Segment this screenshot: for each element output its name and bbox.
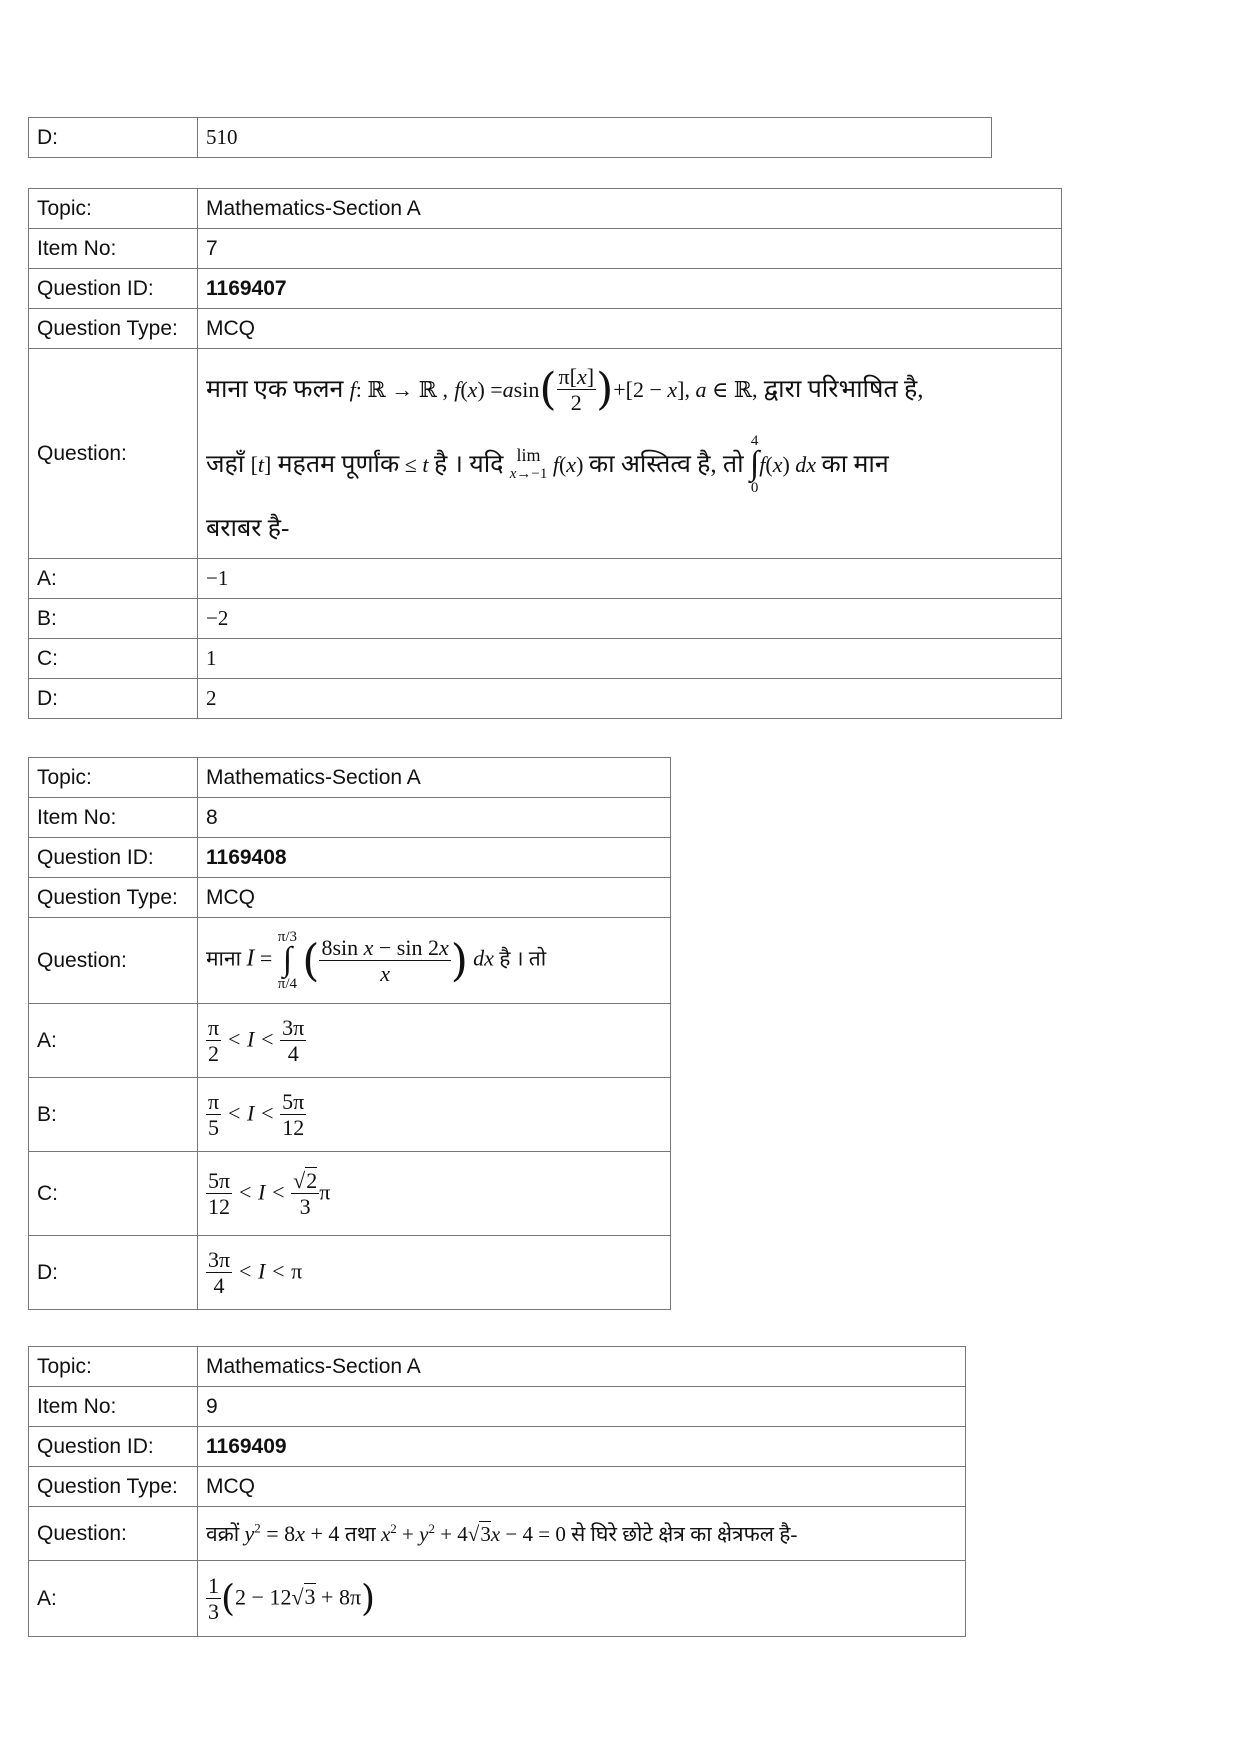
topic-value: Mathematics-Section A [198, 189, 1062, 229]
question-id-value: 1169409 [198, 1427, 966, 1467]
topic-label: Topic: [29, 758, 198, 798]
option-label: A: [29, 1004, 198, 1078]
option-label: B: [29, 1078, 198, 1152]
question-text: माना एक फलन [206, 375, 344, 403]
question-type-value: MCQ [198, 309, 1062, 349]
option-value: $\frac{3\pi}{4}$ < I < π [198, 1236, 671, 1310]
question-type-label: Question Type: [29, 1467, 198, 1507]
topic-value: Mathematics-Section A [198, 1347, 966, 1387]
option-label: B: [29, 599, 198, 639]
question-text: माना [206, 946, 242, 971]
option-value: $\frac{\pi}{2}$ < I < $\frac{3\pi}{4}$ [198, 1004, 671, 1078]
question-text: है । यदि [433, 450, 504, 478]
question-text: जहाँ [206, 450, 245, 478]
question-body: वक्रों $y^2 = 8x + 4$ तथा $x^2 + y^2 + 4√3x - 4 = 0$ से घिरे छोटे क्षेत्र का क्षेत्रफल है- [198, 1507, 966, 1561]
question-type-value: MCQ [198, 878, 671, 918]
option-value: 510 [198, 118, 992, 158]
question-body: माना एक फलन f : ℝ → ℝ , f ( x ) = a sin ( $\frac{\pi[x]}{2}$ ) +[2 − x], a ∈ ℝ, द्वारा परिभाषित है, जहाँ [t] महतम पूर्णांक ≤ t है । यदि lim x→−1 f(x) का अस्तित्व है, तो 4 ∫ 0 f(x) dx का मान बराबर है- [198, 349, 1062, 559]
question-table-7 [28, 188, 1062, 719]
topic-label: Topic: [29, 189, 198, 229]
question-id-label: Question ID: [29, 838, 198, 878]
item-label: Item No: [29, 229, 198, 269]
topic-value: Mathematics-Section A [198, 758, 671, 798]
item-value: 7 [198, 229, 1062, 269]
question-id-label: Question ID: [29, 269, 198, 309]
option-value: 2 [198, 679, 1062, 719]
question-label: Question: [29, 1507, 198, 1561]
question-text: का मान [821, 450, 889, 478]
option-label: A: [29, 1561, 198, 1637]
option-label: C: [29, 1152, 198, 1236]
option-label: D: [29, 679, 198, 719]
item-value: 8 [198, 798, 671, 838]
item-label: Item No: [29, 798, 198, 838]
question-type-value: MCQ [198, 1467, 966, 1507]
option-label: A: [29, 559, 198, 599]
option-value: $\frac{1}{3}$ (2 − 12√3 + 8π) [198, 1561, 966, 1637]
option-value: $\frac{\pi}{5}$ < I < $\frac{5\pi}{12}$ [198, 1078, 671, 1152]
question-id-label: Question ID: [29, 1427, 198, 1467]
question-label: Question: [29, 349, 198, 559]
question-text: द्वारा परिभाषित है, [763, 375, 924, 403]
question-table-9 [28, 1346, 966, 1637]
item-value: 9 [198, 1387, 966, 1427]
question-id-value: 1169408 [198, 838, 671, 878]
option-label: D: [29, 118, 198, 158]
question-text: तथा [344, 1521, 376, 1546]
option-value: −1 [198, 559, 1062, 599]
option-label: C: [29, 639, 198, 679]
question-text: बराबर है- [206, 514, 290, 542]
question-text: महतम पूर्णांक [277, 450, 400, 478]
question-type-label: Question Type: [29, 309, 198, 349]
question-text: का अस्तित्व है, तो [588, 450, 744, 478]
option-label: D: [29, 1236, 198, 1310]
topic-label: Topic: [29, 1347, 198, 1387]
question-text: है । तो [499, 946, 547, 971]
question-id-value: 1169407 [198, 269, 1062, 309]
option-value: $\frac{5\pi}{12}$ < I < $\frac{√2}{3}$ π [198, 1152, 671, 1236]
option-value: 1 [198, 639, 1062, 679]
option-value: −2 [198, 599, 1062, 639]
question-body: माना I = π/3 ∫ π/4 ( $\frac{\text{8sin x − sin 2x}}{x}$ ) dx है । तो [198, 918, 671, 1004]
question-type-label: Question Type: [29, 878, 198, 918]
question-text: से घिरे छोटे क्षेत्र का क्षेत्रफल है- [571, 1521, 798, 1546]
question-label: Question: [29, 918, 198, 1004]
prev-question-tail [28, 117, 992, 158]
question-table-8 [28, 757, 671, 1310]
question-text: वक्रों [206, 1521, 240, 1546]
item-label: Item No: [29, 1387, 198, 1427]
page-crop-mask [0, 1640, 1240, 1754]
